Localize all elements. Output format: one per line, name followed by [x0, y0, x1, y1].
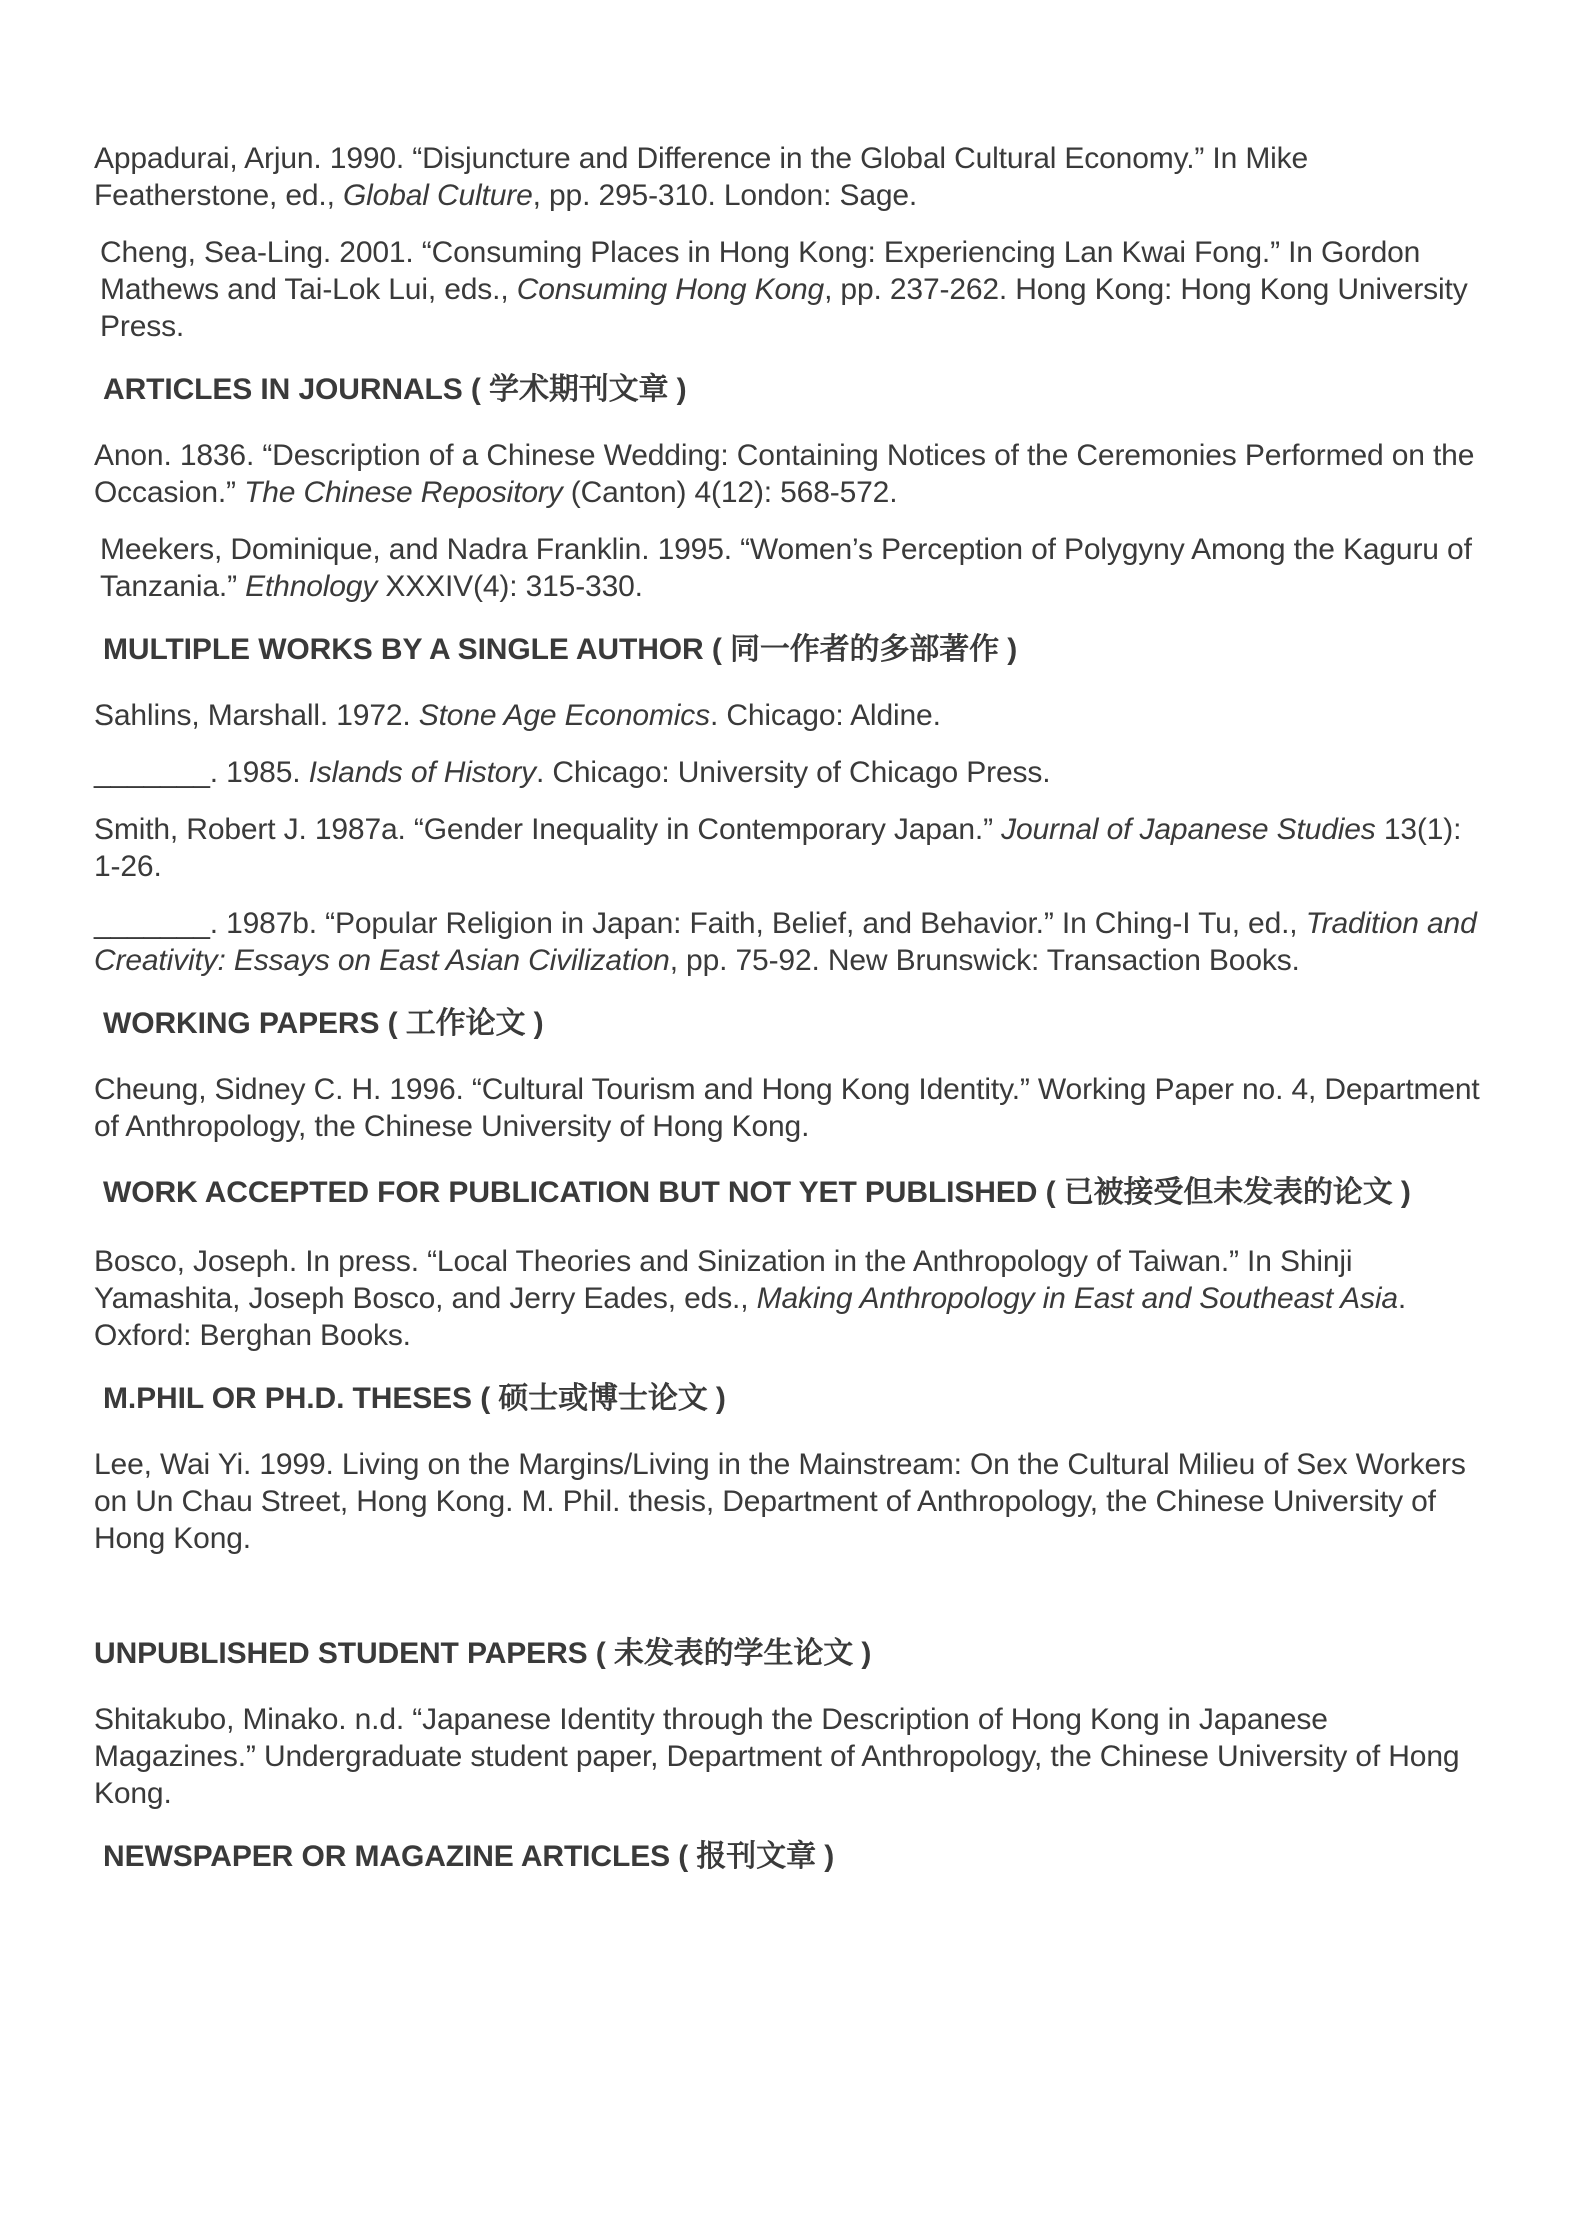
reference-title: The Chinese Repository — [244, 476, 563, 509]
bibliography-page — [94, 140, 1494, 1904]
reference-title: Making Anthropology in East and Southeast Asia — [756, 1282, 1398, 1315]
reference-title: Global Culture — [342, 179, 533, 212]
reference-entry: Meekers, Dominique, and Nadra Franklin. 1995. “Women’s Perception of Polygyny Among the Kaguru of Tanzania.” Ethnology XXXIV(4): 315-330. — [100, 533, 1472, 603]
reference-title: Stone Age Economics — [418, 699, 710, 732]
reference-entry: Bosco, Joseph. In press. “Local Theories and Sinization in the Anthropology of Taiwan.” In Shinji Yamashita, Joseph Bosco, and Jerry Eades, eds., Making Anthropology in East and Southeast Asia. Oxford: Berghan Books. — [94, 1245, 1407, 1352]
reference-entry: Shitakubo, Minako. n.d. “Japanese Identity through the Description of Hong Kong in Japanese Magazines.” Undergraduate student paper, Department of Anthropology, the Chinese University of Hong Kong. — [94, 1703, 1460, 1810]
section-heading-working-papers: WORKING PAPERS ( 工作论文 ) — [103, 1007, 544, 1040]
reference-title: Islands of History — [308, 756, 537, 789]
section-heading-journals: ARTICLES IN JOURNALS ( 学术期刊文章 ) — [103, 373, 687, 406]
reference-entry: Anon. 1836. “Description of a Chinese Wedding: Containing Notices of the Ceremonies Performed on the Occasion.” The Chinese Repository (Canton) 4(12): 568-572. — [94, 439, 1475, 509]
section-heading-student-papers: UNPUBLISHED STUDENT PAPERS ( 未发表的学生论文 ) — [94, 1637, 872, 1670]
reference-title: Ethnology — [245, 570, 378, 603]
reference-entry: Appadurai, Arjun. 1990. “Disjuncture and Difference in the Global Cultural Economy.” In Mike Featherstone, ed., Global Culture, pp. 295-310. London: Sage. — [94, 142, 1309, 212]
reference-entry: Sahlins, Marshall. 1972. Stone Age Economics. Chicago: Aldine. — [94, 699, 941, 732]
section-heading-accepted-work: WORK ACCEPTED FOR PUBLICATION BUT NOT YET PUBLISHED ( 已被接受但未发表的论文 ) — [103, 1176, 1411, 1209]
reference-entry: _______. 1985. Islands of History. Chicago: University of Chicago Press. — [94, 756, 1051, 789]
reference-entry: Cheng, Sea-Ling. 2001. “Consuming Places in Hong Kong: Experiencing Lan Kwai Fong.” In Gordon Mathews and Tai-Lok Lui, eds., Consuming Hong Kong, pp. 237-262. Hong Kong: Hong Kong University Press. — [100, 236, 1468, 343]
reference-entry: _______. 1987b. “Popular Religion in Japan: Faith, Belief, and Behavior.” In Ching-I Tu, ed., Tradition and Creativity: Essays on East Asian Civilization, pp. 75-92. New Brunswick: Transaction Books. — [94, 907, 1477, 977]
reference-title: Journal of Japanese Studies — [1001, 813, 1376, 846]
section-heading-newspaper-articles: NEWSPAPER OR MAGAZINE ARTICLES ( 报刊文章 ) — [103, 1840, 835, 1873]
section-heading-multiple-works: MULTIPLE WORKS BY A SINGLE AUTHOR ( 同一作者的多部著作 ) — [103, 633, 1018, 666]
reference-title: Consuming Hong Kong — [516, 273, 825, 306]
reference-entry: Lee, Wai Yi. 1999. Living on the Margins/Living in the Mainstream: On the Cultural Milieu of Sex Workers on Un Chau Street, Hong Kong. M. Phil. thesis, Department of Anthropology, the Chinese University of Hong Kong. — [94, 1448, 1466, 1555]
reference-title: Tradition and Creativity: Essays on East Asian Civilization — [94, 907, 1477, 977]
section-heading-theses: M.PHIL OR PH.D. THESES ( 硕士或博士论文 ) — [103, 1382, 726, 1415]
reference-entry: Smith, Robert J. 1987a. “Gender Inequality in Contemporary Japan.” Journal of Japanese Studies 13(1): 1-26. — [94, 813, 1462, 883]
reference-entry: Cheung, Sidney C. H. 1996. “Cultural Tourism and Hong Kong Identity.” Working Paper no. 4, Department of Anthropology, the Chinese University of Hong Kong. — [94, 1073, 1480, 1143]
